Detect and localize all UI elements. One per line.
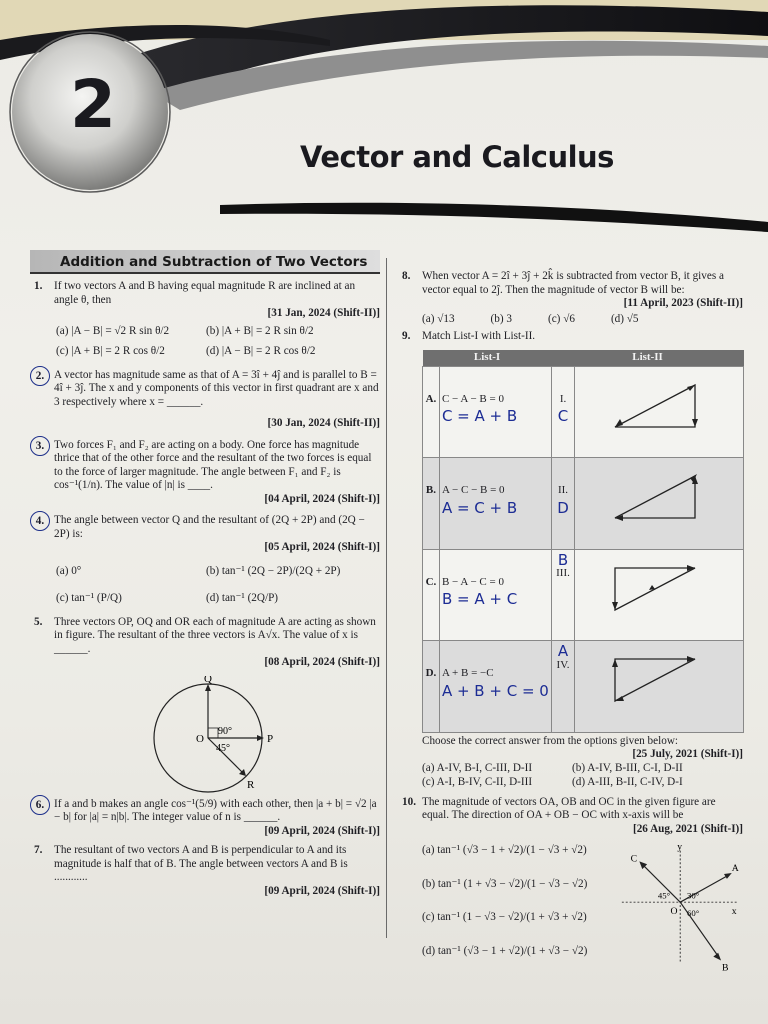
question-number-circled: 2. bbox=[30, 366, 50, 386]
question-8 bbox=[398, 270, 743, 326]
option-d: (d) √5 bbox=[610, 312, 639, 325]
question-text: If a and b makes an angle cos⁻¹(5/9) with each other, then |a + b| = √2 |a − b| for |a| = n|b|. The integer value of n is ______. bbox=[54, 797, 377, 823]
label-b: B bbox=[721, 962, 729, 974]
option-c: (c) tan⁻¹ (P/Q) bbox=[56, 592, 122, 604]
vector-figure bbox=[574, 641, 743, 733]
question-number: 7. bbox=[34, 844, 43, 856]
label-p: P bbox=[267, 732, 274, 745]
options bbox=[422, 762, 743, 790]
label-45: 45° bbox=[216, 742, 230, 754]
row-roman bbox=[552, 458, 575, 550]
question-number: 8. bbox=[402, 270, 411, 282]
match-row bbox=[423, 366, 744, 458]
question-3 bbox=[30, 439, 380, 507]
question-number-circled: 6. bbox=[30, 795, 50, 815]
vector-figure bbox=[574, 458, 743, 550]
triangle-figure-1 bbox=[575, 367, 743, 453]
right-column bbox=[398, 264, 743, 974]
handwritten-note: B = A + C bbox=[441, 590, 518, 608]
expression-text: A + B = −C bbox=[441, 667, 494, 679]
question-2 bbox=[30, 369, 380, 431]
option-d: (d) tan⁻¹ (√3 − 1 + √2)/(1 + √3 − √2) bbox=[422, 944, 588, 957]
row-letter: C. bbox=[423, 549, 440, 641]
expression-text: A − C − B = 0 bbox=[441, 484, 505, 496]
question-text: A vector has magnitude same as that of A = 3î + 4ĵ and is parallel to B = 4î + 3ĵ. The x and y components of this vector in first quadrant are x and 3 respectively where x = ______. bbox=[54, 368, 379, 408]
question-source: [11 April, 2023 (Shift-II)] bbox=[623, 297, 743, 309]
question-5 bbox=[30, 616, 380, 794]
match-table bbox=[422, 350, 744, 733]
question-number: 9. bbox=[402, 330, 411, 342]
label-30: 30° bbox=[686, 890, 699, 901]
question-6 bbox=[30, 798, 380, 839]
question-source: [26 Aug, 2021 (Shift-I)] bbox=[632, 822, 743, 835]
option-a: (a) √13 bbox=[422, 312, 455, 325]
row-roman bbox=[552, 366, 575, 458]
label-45: 45° bbox=[657, 890, 670, 901]
option-b: (b) A-IV, B-III, C-I, D-II bbox=[572, 761, 683, 774]
option-a: (a) tan⁻¹ (√3 − 1 + √2)/(1 − √3 + √2) bbox=[422, 844, 587, 856]
label-c: C bbox=[630, 853, 637, 865]
option-c: (c) A-I, B-IV, C-II, D-III bbox=[422, 776, 533, 788]
expression-text: C − A − B = 0 bbox=[441, 392, 504, 405]
handwritten-note: A = C + B bbox=[441, 498, 518, 517]
question-source: [04 April, 2024 (Shift-I)] bbox=[264, 492, 380, 505]
question-text: Three vectors OP, OQ and OR each of magnitude A are acting as shown in figure. The resultant of the three vectors is A√x. The value of x is ______. bbox=[54, 615, 376, 655]
roman-numeral: I. bbox=[559, 392, 567, 405]
question-7 bbox=[30, 844, 380, 898]
roman-numeral: IV. bbox=[556, 658, 570, 671]
handwritten-mark: B bbox=[557, 550, 569, 569]
label-o: O bbox=[196, 732, 204, 745]
option-b: (b) tan⁻¹ (2Q − 2P)/(2Q + 2P) bbox=[206, 564, 341, 577]
option-c: (c) tan⁻¹ (1 − √3 − √2)/(1 + √3 + √2) bbox=[422, 911, 587, 923]
row-expression bbox=[439, 641, 551, 733]
row-expression bbox=[439, 366, 551, 458]
question-9 bbox=[398, 330, 743, 344]
question-text: When vector A = 2î + 3ĵ + 2k̂ is subtracted from vector B, it gives a vector equal to 2ĵ. Then the magnitude of vector B will be: bbox=[422, 270, 724, 296]
vector-figure bbox=[574, 549, 743, 641]
row-roman bbox=[552, 641, 575, 733]
option-d: (d) |A − B| = 2 R cos θ/2 bbox=[206, 345, 316, 357]
options bbox=[54, 565, 380, 606]
handwritten-note: C = A + B bbox=[441, 407, 518, 425]
option-a: (a) A-IV, B-I, C-III, D-II bbox=[422, 761, 533, 774]
label-60: 60° bbox=[686, 907, 699, 918]
choose-text: Choose the correct answer from the options given below: bbox=[422, 734, 679, 747]
match-row bbox=[423, 641, 744, 733]
roman-numeral: II. bbox=[557, 484, 569, 496]
match-row bbox=[423, 549, 744, 641]
question-text: The magnitude of vectors OA, OB and OC in the given figure are equal. The direction of OA + OB − OC with x-axis will be bbox=[422, 795, 716, 821]
question-text: The resultant of two vectors A and B is perpendicular to A and its magnitude is half that of B. The angle between vectors A and B is ............ bbox=[54, 844, 348, 883]
question-text: If two vectors A and B having equal magnitude R are inclined at an angle θ, then bbox=[54, 280, 356, 306]
question-number-circled: 3. bbox=[30, 436, 50, 456]
question-9-footer bbox=[398, 735, 743, 790]
chapter-title: Vector and Calculus bbox=[300, 140, 614, 174]
match-row bbox=[423, 458, 744, 550]
question-number: 5. bbox=[34, 615, 43, 628]
option-b: (b) tan⁻¹ (1 + √3 − √2)/(1 − √3 − √2) bbox=[422, 877, 588, 890]
question-source: [09 April, 2024 (Shift-I)] bbox=[264, 884, 380, 897]
option-a: (a) 0° bbox=[56, 564, 82, 577]
question-text: The angle between vector Q and the resultant of (2Q + 2P) and (2Q − 2P) is: bbox=[54, 514, 365, 540]
label-r: R bbox=[247, 778, 255, 791]
label-90: 90° bbox=[218, 725, 232, 737]
question-number-circled: 4. bbox=[30, 511, 50, 531]
question-source: [05 April, 2024 (Shift-I)] bbox=[264, 541, 380, 553]
list-1-header: List-I bbox=[423, 350, 552, 367]
options bbox=[54, 325, 380, 359]
label-a: A bbox=[731, 863, 739, 875]
roman-numeral: III. bbox=[556, 567, 570, 579]
question-1 bbox=[30, 280, 380, 359]
triangle-figure-2 bbox=[575, 458, 743, 544]
option-c: (c) √6 bbox=[547, 312, 575, 325]
section-title: Addition and Subtraction of Two Vectors bbox=[30, 250, 380, 274]
question-10-body bbox=[422, 844, 743, 974]
question-number: 10. bbox=[402, 795, 416, 808]
handwritten-mark: C bbox=[557, 407, 569, 425]
row-expression bbox=[439, 549, 551, 641]
row-letter: A. bbox=[423, 366, 440, 458]
row-expression bbox=[439, 458, 551, 550]
options bbox=[422, 844, 617, 974]
option-d: (d) tan⁻¹ (2Q/P) bbox=[206, 592, 279, 604]
question-source: [09 April, 2024 (Shift-I)] bbox=[264, 824, 380, 837]
question-text: Two forces F₁ and F₂ are acting on a body. One force has magnitude thrice that of the other force and the resultant of the two forces is equal to the force of larger magnitude. The angle between F₁ and F₂ is cos⁻¹(1/n). The value of |n| is ____. bbox=[54, 438, 372, 491]
vector-figure bbox=[574, 366, 743, 458]
triangle-figure-4 bbox=[575, 641, 743, 727]
question-number: 1. bbox=[34, 280, 43, 292]
question-text: Match List-I with List-II. bbox=[422, 330, 536, 342]
row-letter: B. bbox=[423, 458, 440, 550]
label-x: x bbox=[731, 905, 737, 917]
option-c: (c) |A + B| = 2 R cos θ/2 bbox=[56, 345, 165, 357]
triangle-figure-3 bbox=[575, 550, 743, 636]
circle-vector-figure bbox=[146, 676, 296, 794]
row-letter: D. bbox=[423, 641, 440, 733]
question-10 bbox=[398, 796, 743, 975]
left-column bbox=[30, 250, 380, 898]
expression-text: B − A − C = 0 bbox=[441, 575, 504, 588]
question-source: [30 Jan, 2024 (Shift-II)] bbox=[267, 417, 380, 429]
option-b: (b) 3 bbox=[490, 312, 512, 325]
option-d: (d) A-III, B-II, C-IV, D-I bbox=[572, 776, 683, 788]
handwritten-note: A + B + C = 0 bbox=[441, 681, 549, 700]
axes-vector-figure bbox=[617, 844, 743, 974]
question-source: [25 July, 2021 (Shift-I)] bbox=[632, 748, 743, 760]
label-q: Q bbox=[204, 675, 212, 685]
options bbox=[422, 313, 743, 327]
question-source: [31 Jan, 2024 (Shift-II)] bbox=[267, 307, 380, 319]
handwritten-mark: A bbox=[557, 642, 569, 660]
label-y: y bbox=[676, 844, 682, 853]
row-roman bbox=[552, 549, 575, 641]
column-divider bbox=[386, 258, 387, 938]
question-source: [08 April, 2024 (Shift-I)] bbox=[264, 656, 380, 668]
label-o: O bbox=[670, 905, 678, 917]
handwritten-mark: D bbox=[557, 498, 569, 517]
chapter-number: 2 bbox=[70, 66, 116, 143]
question-4 bbox=[30, 514, 380, 606]
option-a: (a) |A − B| = √2 R sin θ/2 bbox=[56, 324, 170, 337]
option-b: (b) |A + B| = 2 R sin θ/2 bbox=[206, 324, 314, 337]
list-2-header: List-II bbox=[552, 350, 744, 367]
